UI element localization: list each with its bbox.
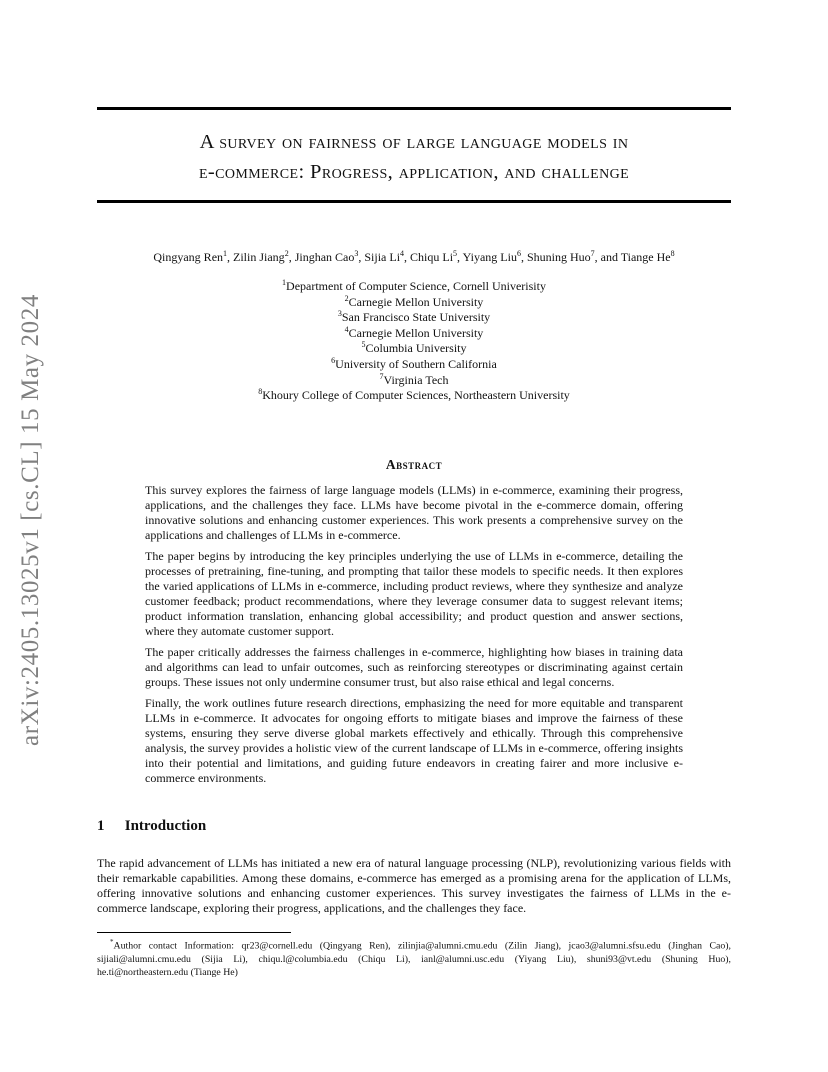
affiliation-text: San Francisco State University <box>341 310 491 325</box>
affiliation-text: Carnegie Mellon University <box>348 325 484 340</box>
title-bottom-rule <box>97 200 731 203</box>
affiliation-text: Khoury College of Computer Sciences, Northeastern University <box>262 388 570 403</box>
section-heading <box>97 818 206 835</box>
affiliation-list <box>97 279 731 404</box>
author-affiliation-mark: 5 <box>453 249 458 258</box>
footnote-text: Author contact Information: qr23@cornell.edu (Qingyang Ren), zilinjia@alumni.cmu.edu (Zilin Jiang), jcao3@alumni.sfsu.edu (Jinghan Cao), sijiali@alumni.cmu.edu (Sijia Li), chiqu.l@columbia.edu (Chiqu Li), ianl@alumni.usc.edu (Yiyang Liu), shuni93@vt.edu (Shuning Huo), he.ti@northeastern.edu (Tiange He) <box>97 940 731 979</box>
arxiv-identifier-text: arXiv:2405.13025v1 [cs.CL] 15 May 2024 <box>17 294 44 746</box>
affiliation-mark: 5 <box>361 340 366 350</box>
author-affiliation-mark: 6 <box>516 249 521 258</box>
affiliation-line <box>97 326 731 342</box>
author-name: Yiyang Liu <box>462 250 517 264</box>
abstract-body <box>145 483 683 792</box>
author-name: Tiange He <box>620 250 671 264</box>
author-affiliation-mark: 2 <box>284 249 289 258</box>
affiliation-text: Department of Computer Science, Cornell Univerisity <box>286 279 546 293</box>
abstract-paragraph: Finally, the work outlines future research directions, emphasizing the need for more equitable and transparent LLMs in e-commerce. It advocates for ongoing efforts to mitigate biases and improve the fairness of these systems, ensuring they serve diverse global markets effectively and ethically. Through this comprehensive analysis, the survey provides a holistic view of the current landscape of LLMs in e-commerce, offering insights into their potential and limitations, and guiding future endeavors in creating fairer and more inclusive e-commerce environments. <box>145 695 683 786</box>
author-list: Qingyang Ren$^1$, Zilin Jiang$^2$, Jinghan Cao$^3$, Sijia Li$^4$, Chiqu Li$^5$, Yiyang Liu$^6$, Shuning Huo$^7$, and Tiange He$^8$ <box>153 249 675 264</box>
author-affiliation-mark: 8 <box>670 249 675 258</box>
affiliation-line <box>97 341 731 357</box>
affiliation-text: University of Southern California <box>335 356 497 371</box>
affiliation-mark: 1 <box>282 278 287 287</box>
author-name: Shuning Huo <box>526 250 591 264</box>
affiliation-line <box>97 295 731 311</box>
author-affiliation-mark: 7 <box>590 249 595 258</box>
author-name: Chiqu Li <box>410 250 454 264</box>
footnote-mark: * <box>110 938 114 946</box>
abstract-paragraph: The paper critically addresses the fairness challenges in e-commerce, highlighting how biases in training data and algorithms can lead to unfair outcomes, such as reinforcing stereotypes or discriminating against certain groups. These issues not only undermine consumer trust, but also raise ethical and legal concerns. <box>145 644 683 690</box>
affiliation-mark: 7 <box>379 371 384 381</box>
author-name: Qingyang Ren <box>153 250 224 264</box>
section-number: 1 <box>97 818 105 834</box>
footnote-rule <box>97 932 291 933</box>
author-name: Sijia Li <box>364 250 401 264</box>
affiliation-text: Columbia University <box>365 341 467 356</box>
affiliation-mark: 3 <box>337 309 342 319</box>
author-affiliation-mark: 4 <box>400 249 405 258</box>
footnote <box>97 936 731 979</box>
affiliation-text: Virginia Tech <box>383 372 449 387</box>
author-name: Zilin Jiang <box>233 250 285 264</box>
affiliation-line <box>97 388 731 404</box>
title-line-1: A survey on fairness of large language models in <box>199 131 629 153</box>
affiliation-mark: 6 <box>331 355 336 365</box>
abstract-paragraph: This survey explores the fairness of large language models (LLMs) in e-commerce, examining their progress, applications, and the challenges they face. LLMs have become pivotal in the e-commerce domain, offering innovative solutions and enhancing customer experiences. This work presents a comprehensive survey on the applications and challenges of LLMs in e-commerce. <box>145 483 683 543</box>
affiliation-line <box>97 310 731 326</box>
title-line-2: e-commerce: Progress, application, and challenge <box>198 161 630 183</box>
affiliation-line <box>97 357 731 373</box>
affiliation-text: Carnegie Mellon University <box>348 294 484 309</box>
paper-title <box>97 127 731 187</box>
title-top-rule <box>97 107 731 110</box>
intro-paragraph: The rapid advancement of LLMs has initiated a new era of natural language processing (NLP), revolutionizing various fields with their remarkable capabilities. Among these domains, e-commerce has emerged as a promising arena for the application of LLMs, offering innovative solutions and enhancing customer experiences. This survey investigates the fairness of LLMs in the e-commerce landscape, exploring their progress, applications, and the challenges they face. <box>97 856 731 916</box>
author-affiliation-mark: 3 <box>354 249 359 258</box>
section-title: Introduction <box>124 818 207 834</box>
affiliation-mark: 8 <box>258 387 263 397</box>
affiliation-mark: 2 <box>344 293 349 303</box>
arxiv-identifier <box>11 282 51 758</box>
affiliation-line <box>97 279 731 295</box>
affiliation-mark: 4 <box>344 324 349 334</box>
author-name: Jinghan Cao <box>294 250 355 264</box>
abstract-paragraph: The paper begins by introducing the key principles underlying the use of LLMs in e-commerce, detailing the processes of pretraining, fine-tuning, and prompting that tailor these models to specific needs. It then explores the varied applications of LLMs in e-commerce, including product reviews, where they synthesize and analyze customer feedback; product recommendations, where they leverage consumer data to suggest relevant items; product information translation, enhancing global accessibility; and product question and answer sections, where they automate customer support. <box>145 548 683 639</box>
abstract-heading: Abstract <box>385 457 443 472</box>
affiliation-line <box>97 373 731 389</box>
author-affiliation-mark: 1 <box>223 249 228 258</box>
